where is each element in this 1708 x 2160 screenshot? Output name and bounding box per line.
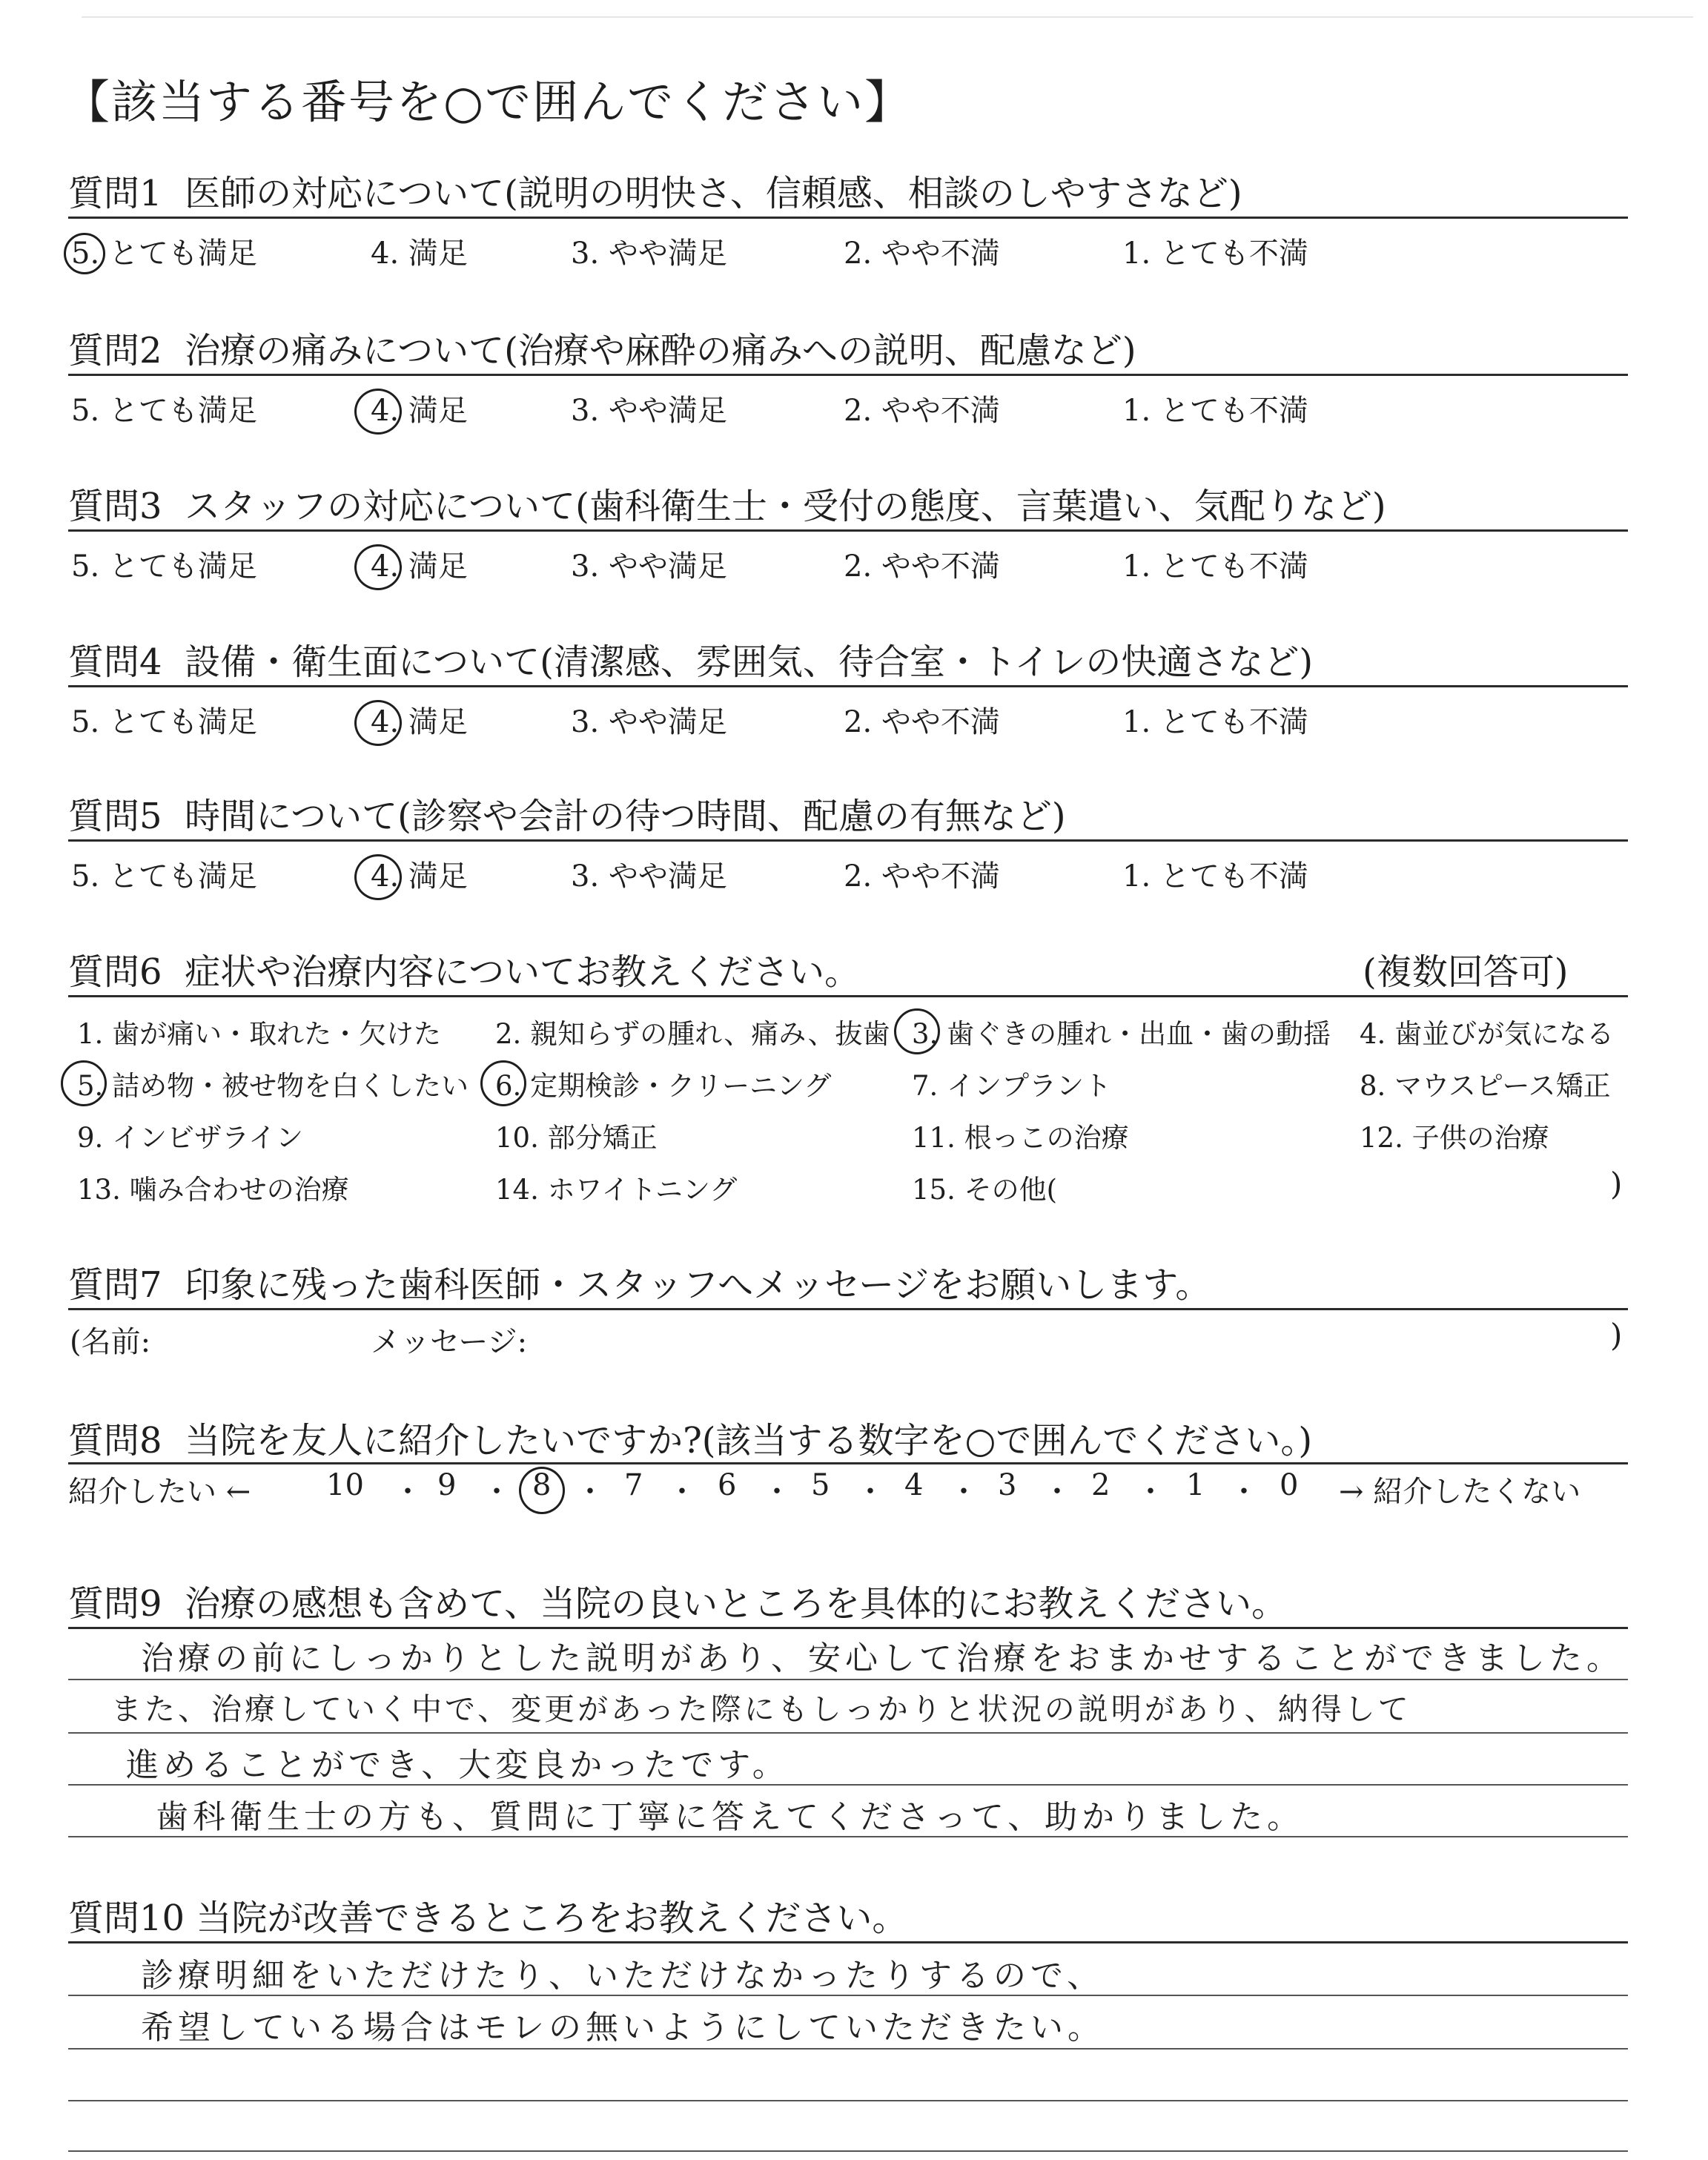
q3-option-3[interactable]: 3. やや満足: [571, 549, 727, 584]
q1-option-4[interactable]: 4. 満足: [371, 237, 468, 271]
q3-option-2[interactable]: 2. やや不満: [844, 549, 1000, 584]
question-6-label: 質問6: [68, 951, 162, 993]
question-9-label: 質問9: [68, 1583, 162, 1625]
q6-selected-circle-3: [894, 1008, 940, 1054]
q6-option-10[interactable]: 10. 部分矯正: [495, 1122, 658, 1154]
q6-option-13[interactable]: 13. 噛み合わせの治療: [77, 1174, 349, 1206]
q6-option-7[interactable]: 7. インプラント: [912, 1070, 1112, 1102]
question-7-text: 印象に残った歯科医師・スタッフへメッセージをお願いします。: [185, 1264, 1211, 1306]
question-1: [68, 165, 1242, 216]
question-10-rule: [68, 1941, 1628, 1943]
q6-selected-circle-5: [61, 1060, 107, 1106]
q2-option-5[interactable]: 5. とても満足: [71, 394, 257, 428]
q6-option-6[interactable]: 6. 定期検診・クリーニング: [495, 1070, 832, 1102]
question-4-label: 質問4: [68, 641, 162, 683]
q8-score-5[interactable]: 5: [811, 1468, 830, 1502]
q8-score-8[interactable]: 8: [532, 1468, 552, 1502]
q8-dot: ・: [1042, 1475, 1072, 1509]
q9-writing-line: [68, 1732, 1628, 1734]
question-10: [68, 1889, 907, 1941]
question-5: [68, 787, 1066, 839]
q10-writing-line: [68, 2150, 1628, 2152]
question-4: [68, 633, 1313, 684]
q8-score-2[interactable]: 2: [1091, 1468, 1110, 1502]
question-7-rule: [68, 1308, 1628, 1310]
q3-option-1[interactable]: 1. とても不満: [1122, 549, 1308, 584]
q5-option-1[interactable]: 1. とても不満: [1122, 859, 1308, 894]
question-8-label: 質問8: [68, 1420, 162, 1462]
q6-option-14[interactable]: 14. ホワイトニング: [495, 1174, 738, 1206]
q6-option-15[interactable]: 15. その他(: [912, 1174, 1058, 1206]
question-9: [68, 1575, 1287, 1626]
q8-score-0[interactable]: 0: [1280, 1468, 1299, 1502]
q8-left-label: 紹介したい ←: [68, 1475, 251, 1509]
q6-option-1[interactable]: 1. 歯が痛い・取れた・欠けた: [77, 1018, 442, 1050]
q4-option-1[interactable]: 1. とても不満: [1122, 705, 1308, 739]
q8-score-4[interactable]: 4: [904, 1468, 924, 1502]
q8-dot: ・: [667, 1475, 697, 1509]
q2-selected-circle: [354, 389, 402, 435]
q6-other-close-paren: ): [1610, 1166, 1623, 1202]
question-2-label: 質問2: [68, 330, 162, 371]
q8-dot: ・: [482, 1475, 512, 1509]
question-3-label: 質問3: [68, 486, 162, 527]
q9-writing-line: [68, 1836, 1628, 1837]
q4-option-3[interactable]: 3. やや満足: [571, 705, 727, 739]
question-6-text: 症状や治療内容についてお教えください。: [185, 951, 861, 993]
q5-option-3[interactable]: 3. やや満足: [571, 859, 727, 894]
q8-score-6[interactable]: 6: [718, 1468, 737, 1502]
q5-option-4[interactable]: 4. 満足: [371, 859, 468, 894]
q2-option-2[interactable]: 2. やや不満: [844, 394, 1000, 428]
question-1-text: 医師の対応について(説明の明快さ、信頼感、相談のしやすさなど): [185, 173, 1242, 214]
q8-dot: ・: [1136, 1475, 1165, 1509]
question-4-rule: [68, 685, 1628, 687]
question-7-label: 質問7: [68, 1264, 162, 1306]
q1-selected-circle: [64, 233, 105, 274]
q8-dot: ・: [575, 1475, 605, 1509]
q6-selected-circle-6: [480, 1060, 526, 1106]
q8-dot: ・: [949, 1475, 979, 1509]
q4-option-2[interactable]: 2. やや不満: [844, 705, 1000, 739]
question-6-rule: [68, 995, 1628, 997]
q1-option-5[interactable]: 5. とても満足: [71, 237, 257, 271]
q7-close-paren: ): [1610, 1317, 1623, 1353]
q8-score-1[interactable]: 1: [1186, 1468, 1205, 1502]
question-1-rule: [68, 217, 1628, 219]
q1-option-3[interactable]: 3. やや満足: [571, 237, 727, 271]
q8-right-label: → 紹介したくない: [1339, 1475, 1581, 1509]
q10-writing-line: [68, 2048, 1628, 2050]
q5-option-2[interactable]: 2. やや不満: [844, 859, 1000, 894]
question-3-text: スタッフの対応について(歯科衛生士・受付の態度、言葉遣い、気配りなど): [185, 486, 1386, 527]
q8-dot: ・: [1229, 1475, 1259, 1509]
q3-option-5[interactable]: 5. とても満足: [71, 549, 257, 584]
q9-writing-line: [68, 1679, 1628, 1680]
q10-answer-line-1: 診療明細をいただけたり、いただけなかったりするので、: [141, 1957, 1105, 1995]
q1-option-2[interactable]: 2. やや不満: [844, 237, 1000, 271]
q6-option-8[interactable]: 8. マウスピース矯正: [1360, 1070, 1611, 1102]
q8-score-9[interactable]: 9: [437, 1468, 457, 1502]
question-2-text: 治療の痛みについて(治療や麻酔の痛みへの説明、配慮など): [185, 330, 1136, 371]
q9-writing-line: [68, 1784, 1628, 1786]
q7-message-label: メッセージ:: [371, 1325, 528, 1359]
q8-score-3[interactable]: 3: [998, 1468, 1017, 1502]
q8-score-10[interactable]: 10: [326, 1468, 364, 1502]
q4-option-5[interactable]: 5. とても満足: [71, 705, 257, 739]
q8-dot: ・: [393, 1475, 423, 1509]
q9-answer-line-1: 治療の前にしっかりとした説明があり、安心して治療をおまかせすることができました。: [141, 1639, 1623, 1677]
question-10-text: 当院が改善できるところをお教えください。: [196, 1898, 908, 1939]
q3-selected-circle: [354, 544, 402, 590]
question-9-rule: [68, 1627, 1628, 1629]
question-5-rule: [68, 839, 1628, 842]
question-8-rule: [68, 1462, 1628, 1464]
top-border: [82, 16, 1693, 18]
q6-option-9[interactable]: 9. インビザライン: [77, 1122, 303, 1154]
q2-option-4[interactable]: 4. 満足: [371, 394, 468, 428]
q9-answer-line-4: 歯科衛生士の方も、質問に丁寧に答えてくださって、助かりました。: [156, 1798, 1305, 1836]
q8-score-7[interactable]: 7: [624, 1468, 643, 1502]
question-5-text: 時間について(診察や会計の待つ時間、配慮の有無など): [185, 796, 1066, 837]
question-9-text: 治療の感想も含めて、当院の良いところを具体的にお教えください。: [185, 1583, 1288, 1625]
q8-selected-circle: [519, 1467, 565, 1514]
q6-option-12[interactable]: 12. 子供の治療: [1360, 1122, 1549, 1154]
q10-writing-line: [68, 2100, 1628, 2101]
q9-answer-line-3: 進めることができ、大変良かったです。: [126, 1746, 790, 1784]
question-6: [68, 943, 860, 994]
q6-option-5[interactable]: 5. 詰め物・被せ物を白くしたい: [77, 1070, 469, 1102]
q1-option-1[interactable]: 1. とても不満: [1122, 237, 1308, 271]
question-2-rule: [68, 374, 1628, 376]
question-8: [68, 1412, 1312, 1463]
question-6-note: (複数回答可): [1363, 951, 1569, 993]
q4-option-4[interactable]: 4. 満足: [371, 705, 468, 739]
q6-option-2[interactable]: 2. 親知らずの腫れ、痛み、抜歯: [495, 1018, 890, 1050]
q6-option-11[interactable]: 11. 根っこの治療: [912, 1122, 1129, 1154]
question-3: [68, 478, 1386, 529]
q4-selected-circle: [354, 700, 402, 746]
q2-option-1[interactable]: 1. とても不満: [1122, 394, 1308, 428]
q10-writing-line: [68, 1995, 1628, 1996]
q8-dot: ・: [762, 1475, 792, 1509]
q6-option-3[interactable]: 3. 歯ぐきの腫れ・出血・歯の動揺: [912, 1018, 1331, 1050]
question-5-label: 質問5: [68, 796, 162, 837]
q5-option-5[interactable]: 5. とても満足: [71, 859, 257, 894]
question-3-rule: [68, 529, 1628, 532]
q8-dot: ・: [855, 1475, 885, 1509]
q9-answer-line-2: また、治療していく中で、変更があった際にもしっかりと状況の説明があり、納得して: [111, 1691, 1411, 1727]
question-4-text: 設備・衛生面について(清潔感、雰囲気、待合室・トイレの快適さなど): [185, 641, 1314, 683]
q2-option-3[interactable]: 3. やや満足: [571, 394, 727, 428]
q10-answer-line-2: 希望している場合はモレの無いようにしていただきたい。: [141, 2009, 1105, 2047]
page-title: 【該当する番号を○で囲んでください】: [64, 75, 913, 129]
q7-name-label: (名前:: [70, 1325, 151, 1359]
q6-option-4[interactable]: 4. 歯並びが気になる: [1360, 1018, 1615, 1050]
question-2: [68, 322, 1136, 373]
question-10-label: 質問10: [68, 1898, 185, 1939]
q5-selected-circle: [354, 854, 402, 900]
q3-option-4[interactable]: 4. 満足: [371, 549, 468, 584]
question-7: [68, 1256, 1211, 1307]
question-1-label: 質問1: [68, 173, 162, 214]
question-8-text: 当院を友人に紹介したいですか?(該当する数字を○で囲んでください。): [185, 1420, 1313, 1462]
